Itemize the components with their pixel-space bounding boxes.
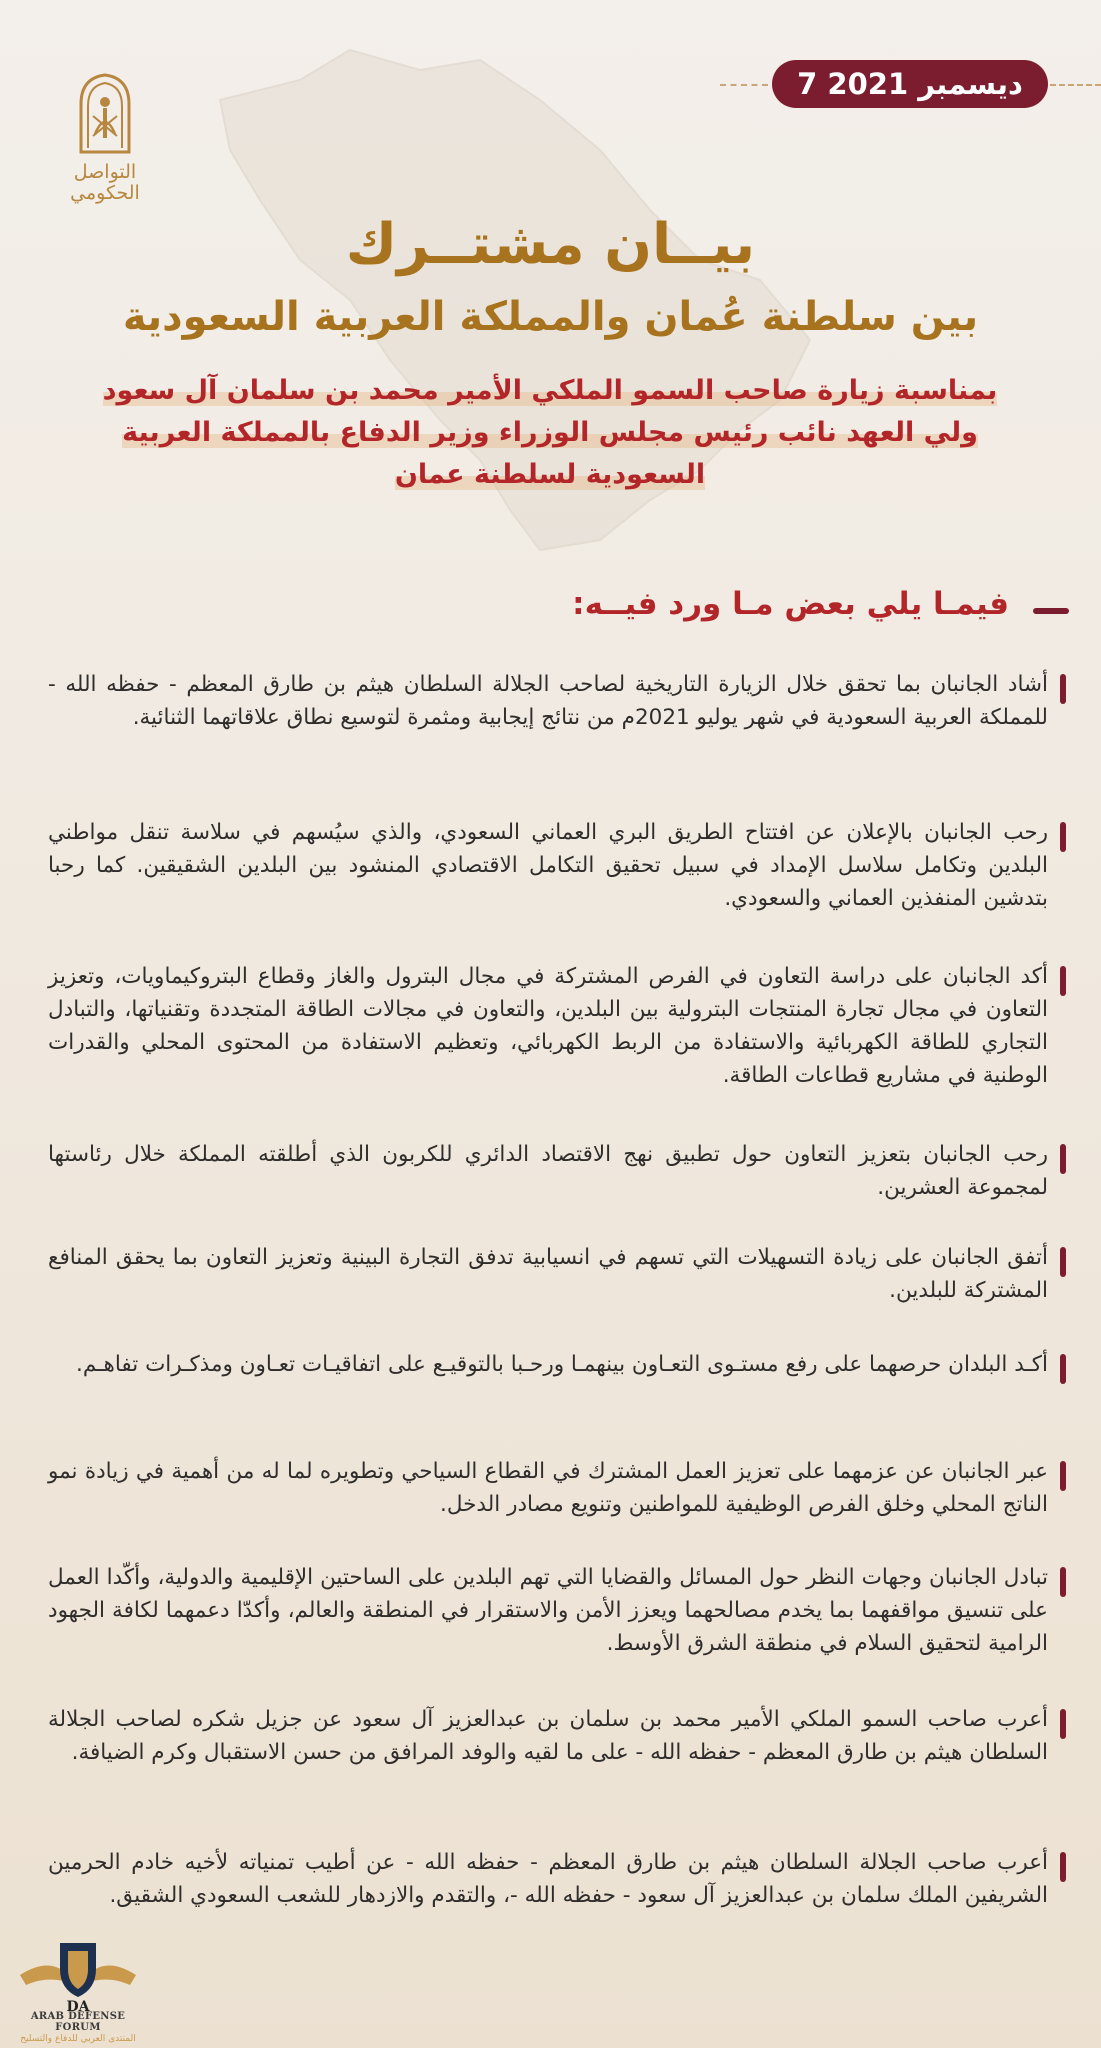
paragraph-marker	[1060, 1709, 1066, 1739]
paragraph-text: أكـد البلدان حرصهما على رفع مستـوى التعـاون بينهمـا ورحـبا بالتوقيـع على اتفاقيـات تعـاون ومذكـرات تفاهـم.	[76, 1352, 1048, 1377]
occasion-line-3: السعودية لسلطنة عمان	[394, 459, 706, 490]
paragraph-text: رحب الجانبان بالإعلان عن افتتاح الطريق البري العماني السعودي، والذي سيُسهم في سلاسة تنقل مواطني البلدين وتكامل سلاسل الإمداد في سبيل تحقيق التكامل الاقتصادي المنشود بين البلدين الشقيقين. كما رحبا بتدشين المنفذين العماني والسعودي.	[48, 820, 1048, 911]
statement-paragraph-8	[48, 1561, 1048, 1660]
paragraph-text: أتفق الجانبان على زيادة التسهيلات التي تسهم في انسيابية تدفق التجارة البينية وتعزيز التعاون بما يحقق المنافع المشتركة للبلدين.	[48, 1245, 1048, 1303]
paragraph-text: أكد الجانبان على دراسة التعاون في الفرص المشتركة في مجال البترول والغاز وقطاع البتروكيماويات، وتعزيز التعاون في مجال تجارة المنتجات البترولية بين البلدين، والتعاون في مجالات الطاقة المتجددة وتقنياتها، والتبادل التجاري للطاقة الكهربائية والاستفادة من الربط الكهربائي، وتعظيم الاستفادة من المحتوى المحلي والقدرات الوطنية في مشاريع قطاعات الطاقة.	[48, 964, 1048, 1088]
paragraph-marker	[1060, 1354, 1066, 1384]
paragraph-marker	[1060, 1852, 1066, 1882]
logo-line-2: الحكومي	[70, 182, 140, 204]
paragraph-text: رحب الجانبان بتعزيز التعاون حول تطبيق نهج الاقتصاد الدائري للكربون الذي أطلقته المملكة خلال رئاستها لمجموعة العشرين.	[48, 1142, 1048, 1200]
paragraph-marker	[1060, 1144, 1066, 1174]
page-title: بيــان مشتــرك	[345, 212, 756, 277]
statement-paragraph-7	[48, 1455, 1048, 1521]
forum-brand-text: DA	[66, 1999, 90, 2013]
paragraph-marker	[1060, 822, 1066, 852]
arab-defense-forum-logo	[8, 1935, 148, 2045]
paragraph-text: عبر الجانبان عن عزمهما على تعزيز العمل المشترك في القطاع السياحي وتطويره لما له من أهمية في زيادة نمو الناتج المحلي وخلق الفرص الوظيفية للمواطنين وتنويع مصادر الدخل.	[48, 1459, 1048, 1517]
statement-paragraph-1	[48, 668, 1048, 734]
date-divider-right	[1050, 84, 1101, 86]
forum-subtitle: المنتدى العربي للدفاع والتسليح	[20, 2034, 136, 2044]
paragraph-marker	[1060, 674, 1066, 704]
page-subtitle: بين سلطنة عُمان والمملكة العربية السعودية	[122, 294, 979, 340]
date-divider-left	[720, 84, 768, 86]
paragraph-marker	[1060, 1567, 1066, 1597]
paragraph-marker	[1060, 966, 1066, 996]
paragraph-text: تبادل الجانبان وجهات النظر حول المسائل والقضايا التي تهم البلدين على الساحتين الإقليمية والدولية، وأكّدا العمل على تنسيق مواقفهما بما يخدم مصالحهما ويعزز الأمن والاستقرار في المنطقة والعالم، وأكدّا دعمهما لكافة الجهود الرامية لتحقيق السلام في منطقة الشرق الأوسط.	[48, 1565, 1048, 1656]
paragraph-text: أشاد الجانبان بما تحقق خلال الزيارة التاريخية لصاحب الجلالة السلطان هيثم بن طارق المعظم - حفظه الله - للمملكة العربية السعودية في شهر يوليو 2021م من نتائج إيجابية ومثمرة لتوسيع نطاق علاقاتهما الثنائية.	[48, 672, 1048, 730]
paragraph-text: أعرب صاحب السمو الملكي الأمير محمد بن سلمان بن عبدالعزيز آل سعود عن جزيل شكره لصاحب الجلالة السلطان هيثم بن طارق المعظم - حفظه الله - على ما لقيه والوفد المرافق من حسن الاستقبال وكرم الضيافة.	[48, 1707, 1048, 1765]
occasion-line-1: بمناسبة زيارة صاحب السمو الملكي الأمير محمد بن سلمان آل سعود	[102, 375, 998, 406]
occasion-text	[80, 370, 1020, 496]
oman-emblem-icon	[75, 72, 135, 154]
logo-line-1: التواصل	[73, 161, 137, 183]
date-badge-area	[720, 60, 1101, 110]
date-text: 7 ديسمبر 2021	[797, 67, 1023, 101]
statement-paragraph-2	[48, 816, 1048, 915]
statement-paragraph-3	[48, 960, 1048, 1092]
statement-paragraph-5	[48, 1241, 1048, 1307]
eagle-shield-icon	[18, 1935, 138, 2013]
section-heading-text: فيمـا يلي بعض مـا ورد فيــه:	[572, 586, 1009, 622]
paragraph-text: أعرب صاحب الجلالة السلطان هيثم بن طارق المعظم - حفظه الله - عن أطيب تمنياته لأخيه خادم الحرمين الشريفين الملك سلمان بن عبدالعزيز آل سعود - حفظه الله -، والتقدم والازدهار للشعب السعودي الشقيق.	[48, 1850, 1048, 1908]
statement-paragraph-4	[48, 1138, 1048, 1204]
statement-paragraph-6	[48, 1348, 1048, 1381]
paragraph-marker	[1060, 1461, 1066, 1491]
paragraph-marker	[1060, 1247, 1066, 1277]
forum-name: ARAB DEFENSE FORUM	[30, 2011, 126, 2033]
occasion-line-2: ولي العهد نائب رئيس مجلس الوزراء وزير الدفاع بالمملكة العربية	[122, 417, 978, 448]
statement-paragraph-9	[48, 1703, 1048, 1769]
statement-paragraph-10	[48, 1846, 1048, 1912]
government-communication-logo	[50, 72, 160, 204]
date-badge	[772, 60, 1048, 108]
section-heading	[369, 586, 1069, 636]
section-marker	[1033, 608, 1069, 614]
